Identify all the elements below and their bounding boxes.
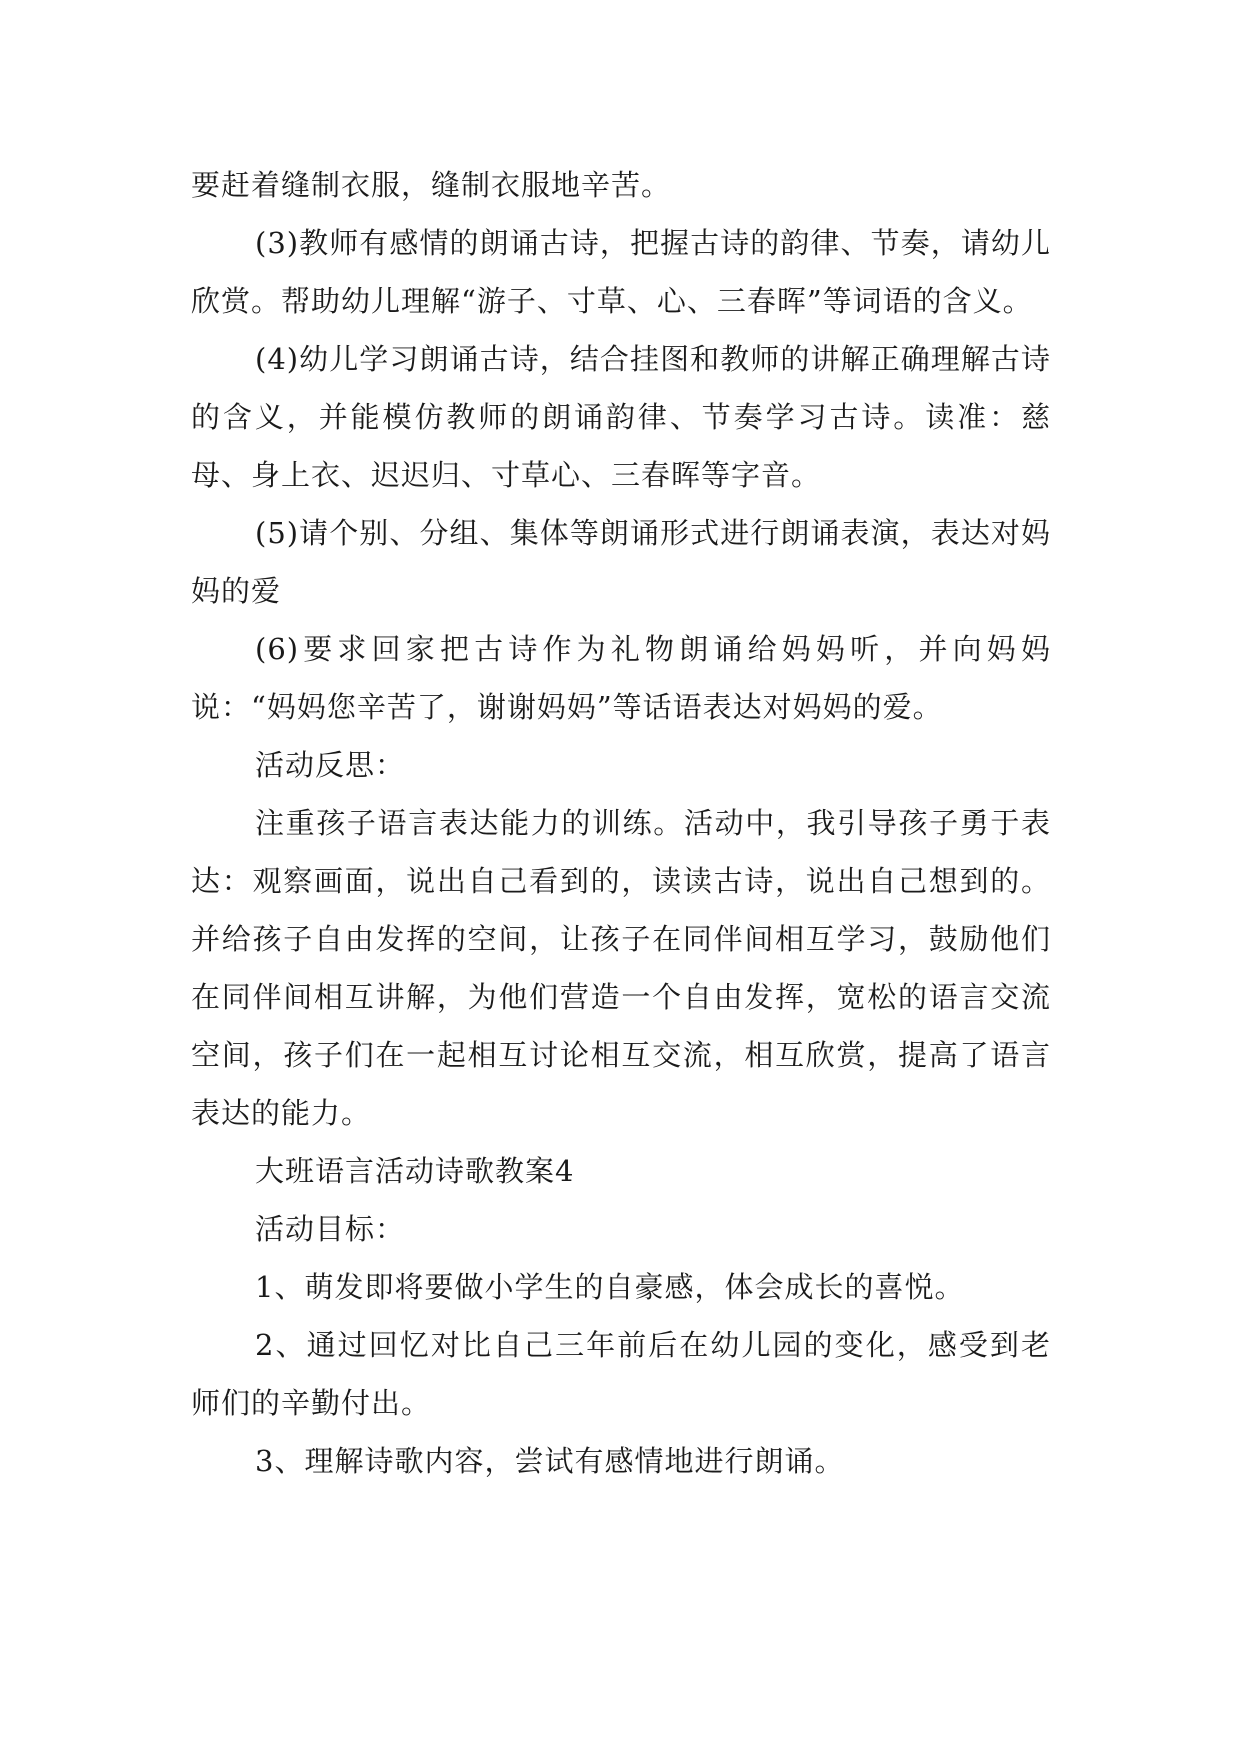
goal-item-1: 1、萌发即将要做小学生的自豪感，体会成长的喜悦。: [255, 1270, 965, 1304]
heading-activity-reflection: 活动反思：: [255, 748, 406, 782]
heading-activity-goals: 活动目标：: [255, 1212, 406, 1246]
heading-lesson-plan-4: 大班语言活动诗歌教案4: [255, 1154, 575, 1188]
paragraph-continuation: 要赶着缝制衣服，缝制衣服地辛苦。: [191, 168, 672, 202]
paragraph-step-5: (5)请个别、分组、集体等朗诵形式进行朗诵表演，表达对妈妈的爱: [191, 516, 1051, 608]
document-body: [191, 156, 1051, 1490]
paragraph-reflection: 注重孩子语言表达能力的训练。活动中，我引导孩子勇于表达：观察画面，说出自己看到的，读读古诗，说出自己想到的。并给孩子自由发挥的空间，让孩子在同伴间相互学习，鼓励他们在同伴间相互讲解，为他们营造一个自由发挥，宽松的语言交流空间，孩子们在一起相互讨论相互交流，相互欣赏，提高了语言表达的能力。: [191, 806, 1051, 1130]
goal-item-2: 2、通过回忆对比自己三年前后在幼儿园的变化，感受到老师们的辛勤付出。: [191, 1328, 1051, 1420]
paragraph-step-6: (6)要求回家把古诗作为礼物朗诵给妈妈听，并向妈妈说：“妈妈您辛苦了，谢谢妈妈”等话语表达对妈妈的爱。: [191, 632, 1051, 724]
goal-item-3: 3、理解诗歌内容，尝试有感情地进行朗诵。: [255, 1444, 845, 1478]
paragraph-step-4: (4)幼儿学习朗诵古诗，结合挂图和教师的讲解正确理解古诗的含义，并能模仿教师的朗诵韵律、节奏学习古诗。读准：慈母、身上衣、迟迟归、寸草心、三春晖等字音。: [191, 342, 1051, 492]
paragraph-step-3: (3)教师有感情的朗诵古诗，把握古诗的韵律、节奏，请幼儿欣赏。帮助幼儿理解“游子、寸草、心、三春晖”等词语的含义。: [191, 226, 1051, 318]
